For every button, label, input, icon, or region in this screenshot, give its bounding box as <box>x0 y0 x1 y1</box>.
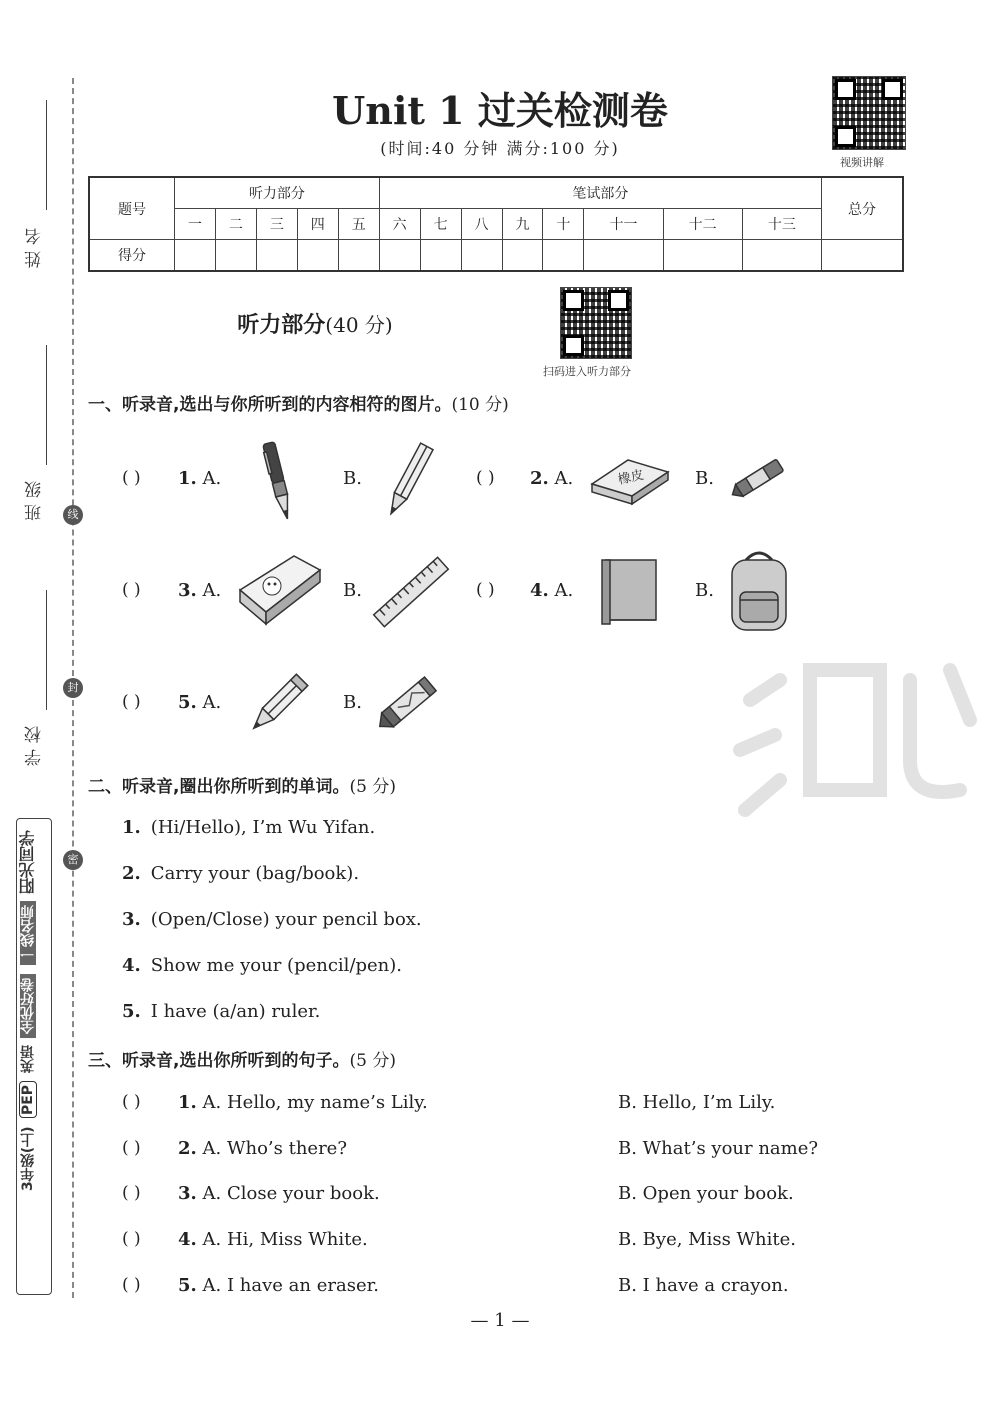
section2-item: 3. (Open/Close) your pencil box. <box>122 909 422 930</box>
series-brand-logo: 阳光同学 <box>18 830 37 894</box>
series-grade: 3年级(上) <box>20 1126 36 1192</box>
answer-blank[interactable]: ( ) <box>122 1229 141 1249</box>
section3-option-a: 2. A. Who’s there? <box>178 1138 347 1159</box>
question-number: 4. A. <box>530 580 574 601</box>
listening-part-header: 听力部分 <box>175 177 380 209</box>
answer-blank[interactable]: ( ) <box>122 1092 141 1112</box>
section2-heading-text: 二、听录音,圈出你所听到的单词。 <box>88 777 350 797</box>
class-rule <box>46 345 47 465</box>
column-header: 十三 <box>742 209 821 240</box>
eraser-text: 橡皮 <box>616 467 646 488</box>
page-subtitle: (时间:40 分钟 满分:100 分) <box>380 139 620 158</box>
video-qr-code[interactable] <box>832 76 906 150</box>
listening-qr-code[interactable] <box>560 287 632 359</box>
listening-points: (40 分) <box>325 313 393 337</box>
question-number: 5. A. <box>178 692 222 713</box>
column-header: 三 <box>256 209 297 240</box>
name-label: 姓名 <box>25 222 45 268</box>
answer-blank[interactable]: ( ) <box>122 1138 141 1158</box>
column-header: 九 <box>502 209 543 240</box>
section1-heading <box>88 390 509 415</box>
written-part-header: 笔试部分 <box>379 177 821 209</box>
score-row-label: 得分 <box>89 240 175 272</box>
score-cell[interactable] <box>379 240 420 272</box>
section3-points: (5 分) <box>349 1051 396 1071</box>
school-rule <box>46 590 47 710</box>
section3-option-b: B. What’s your name? <box>618 1138 819 1159</box>
answer-blank[interactable]: ( ) <box>122 1275 141 1295</box>
section2-points: (5 分) <box>349 777 396 797</box>
column-header: 十一 <box>584 209 663 240</box>
section3-option-a: 3. A. Close your book. <box>178 1183 380 1204</box>
option-b-label: B. <box>343 692 362 713</box>
section3-option-b: B. Hello, I’m Lily. <box>618 1092 776 1113</box>
eraser-icon <box>588 446 672 508</box>
crayon-icon <box>368 668 448 740</box>
column-header: 十二 <box>663 209 742 240</box>
video-qr-caption: 视频讲解 <box>840 156 884 169</box>
column-header: 二 <box>215 209 256 240</box>
crayon-icon <box>726 452 796 504</box>
page-number: — 1 — <box>470 1310 530 1331</box>
section3-option-b: B. Open your book. <box>618 1183 794 1204</box>
pencil-icon <box>246 668 310 740</box>
section3-option-a: 5. A. I have an eraser. <box>178 1275 379 1296</box>
section3-option-a: 1. A. Hello, my name’s Lily. <box>178 1092 428 1113</box>
option-b-label: B. <box>695 468 714 489</box>
question-number: 3. A. <box>178 580 222 601</box>
series-subject: 英语 <box>20 1044 36 1073</box>
answer-blank[interactable]: ( ) <box>122 580 141 600</box>
answer-blank[interactable]: ( ) <box>476 580 495 600</box>
answer-blank[interactable]: ( ) <box>122 1183 141 1203</box>
score-cell[interactable] <box>461 240 502 272</box>
series-label <box>16 830 50 1191</box>
column-header: 十 <box>543 209 584 240</box>
column-header: 一 <box>175 209 216 240</box>
class-label: 班级 <box>25 475 45 521</box>
score-table <box>88 176 904 272</box>
question-number: 1. A. <box>178 468 222 489</box>
score-cell[interactable] <box>742 240 821 272</box>
column-header: 四 <box>297 209 338 240</box>
series-tag-2: 全优好卷 <box>20 974 36 1038</box>
section3-option-a: 4. A. Hi, Miss White. <box>178 1229 368 1250</box>
series-tag-1: 一线名师 <box>20 901 36 965</box>
score-cell[interactable] <box>338 240 379 272</box>
section1-points: (10 分) <box>451 395 509 415</box>
watermark-logo <box>720 610 1000 870</box>
pencil-icon <box>382 438 436 522</box>
listening-section-title <box>0 308 630 339</box>
seal-mark-secret: 密 <box>63 850 83 870</box>
question-number-header: 题号 <box>89 177 175 240</box>
section2-item: 2. Carry your (bag/book). <box>122 863 360 884</box>
section3-option-b: B. Bye, Miss White. <box>618 1229 797 1250</box>
series-edition: PEP <box>19 1082 37 1118</box>
score-cell[interactable] <box>663 240 742 272</box>
score-cell[interactable] <box>584 240 663 272</box>
fountain-pen-icon <box>258 440 298 522</box>
score-cell[interactable] <box>543 240 584 272</box>
option-b-label: B. <box>695 580 714 601</box>
answer-blank[interactable]: ( ) <box>122 692 141 712</box>
column-header: 七 <box>420 209 461 240</box>
book-icon <box>600 558 660 626</box>
score-cell[interactable] <box>175 240 216 272</box>
section1-heading-text: 一、听录音,选出与你所听到的内容相符的图片。 <box>88 395 452 415</box>
column-header: 八 <box>461 209 502 240</box>
option-b-label: B. <box>343 468 362 489</box>
page-title: Unit 1 过关检测卷 <box>332 88 668 133</box>
option-b-label: B. <box>343 580 362 601</box>
score-cell[interactable] <box>297 240 338 272</box>
section2-heading <box>88 772 396 797</box>
total-score-header: 总分 <box>822 177 904 240</box>
school-label: 学校 <box>25 720 45 766</box>
score-cell[interactable] <box>256 240 297 272</box>
listening-qr-caption: 扫码进入听力部分 <box>543 365 631 378</box>
column-header: 六 <box>379 209 420 240</box>
listening-title-text: 听力部分 <box>237 313 326 338</box>
section2-item: 4. Show me your (pencil/pen). <box>122 955 403 976</box>
section3-option-b: B. I have a crayon. <box>618 1275 789 1296</box>
pencil-box-icon <box>234 550 324 630</box>
section3-heading-text: 三、听录音,选出你所听到的句子。 <box>88 1051 350 1071</box>
score-cell[interactable] <box>420 240 461 272</box>
total-score-cell[interactable] <box>822 240 904 272</box>
score-cell[interactable] <box>502 240 543 272</box>
column-header: 五 <box>338 209 379 240</box>
section3-heading <box>88 1046 396 1071</box>
score-cell[interactable] <box>215 240 256 272</box>
section2-item: 5. I have (a/an) ruler. <box>122 1001 321 1022</box>
answer-blank[interactable]: ( ) <box>476 468 495 488</box>
seal-mark-seal: 封 <box>63 678 83 698</box>
seal-mark-line: 线 <box>63 505 83 525</box>
answer-blank[interactable]: ( ) <box>122 468 141 488</box>
ruler-icon <box>368 554 454 630</box>
section2-item: 1. (Hi/Hello), I’m Wu Yifan. <box>122 817 376 838</box>
question-number: 2. A. <box>530 468 574 489</box>
